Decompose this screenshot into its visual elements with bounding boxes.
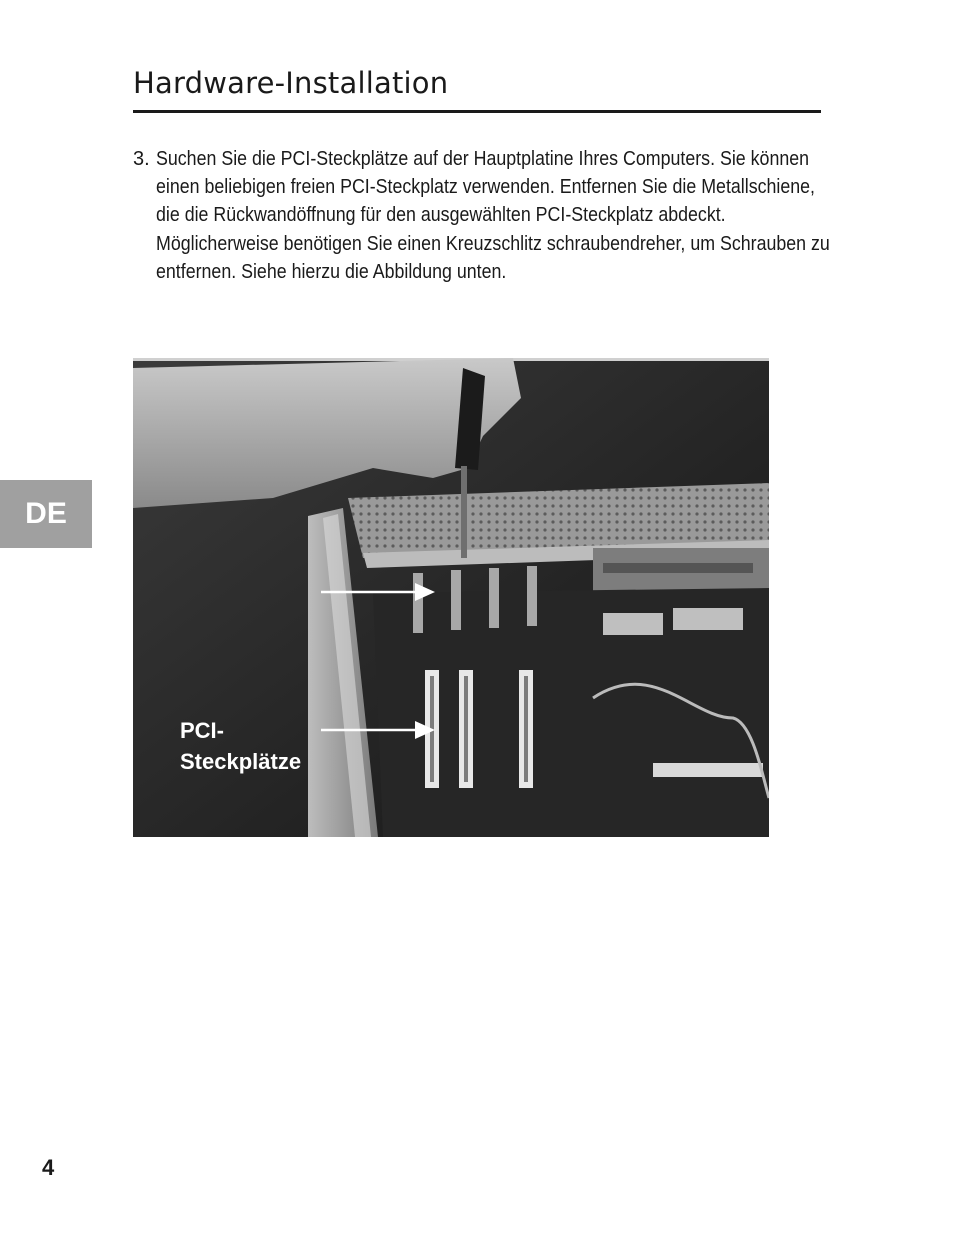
serial-port (603, 613, 663, 635)
instruction-step (133, 145, 833, 286)
step-number: 3. (133, 148, 150, 170)
step-text: Suchen Sie die PCI-Steckplätze auf der Hauptplatine Ihres Computers. Sie können einen beliebigen freien PCI-Steckplatz verwenden. Entfernen Sie die Metallschiene, die die Rückwandöffnung für den ausgewählten PCI-Steckplatz abdeckt. Möglicherweise benötigen Sie einen Kreuzschlitz schraubendreher, um Schrauben zu entfernen. Siehe hierzu die Abbildung unten. (156, 148, 830, 283)
ram-module (653, 763, 763, 777)
drive-bay-slot (603, 563, 753, 573)
screwdriver-shaft (461, 466, 467, 558)
language-tab-label: DE (25, 497, 67, 530)
title-divider (133, 110, 821, 113)
installation-photo (133, 358, 769, 837)
language-tab (0, 480, 92, 548)
page-number: 4 (42, 1155, 55, 1180)
page-title: Hardware-Installation (133, 66, 449, 100)
callout-label-line1: PCI- (180, 718, 224, 743)
callout-label-line2: Steckplätze (180, 749, 302, 774)
parallel-port (673, 608, 743, 630)
pci-slot-groove (524, 676, 528, 782)
pci-slot-groove (464, 676, 468, 782)
